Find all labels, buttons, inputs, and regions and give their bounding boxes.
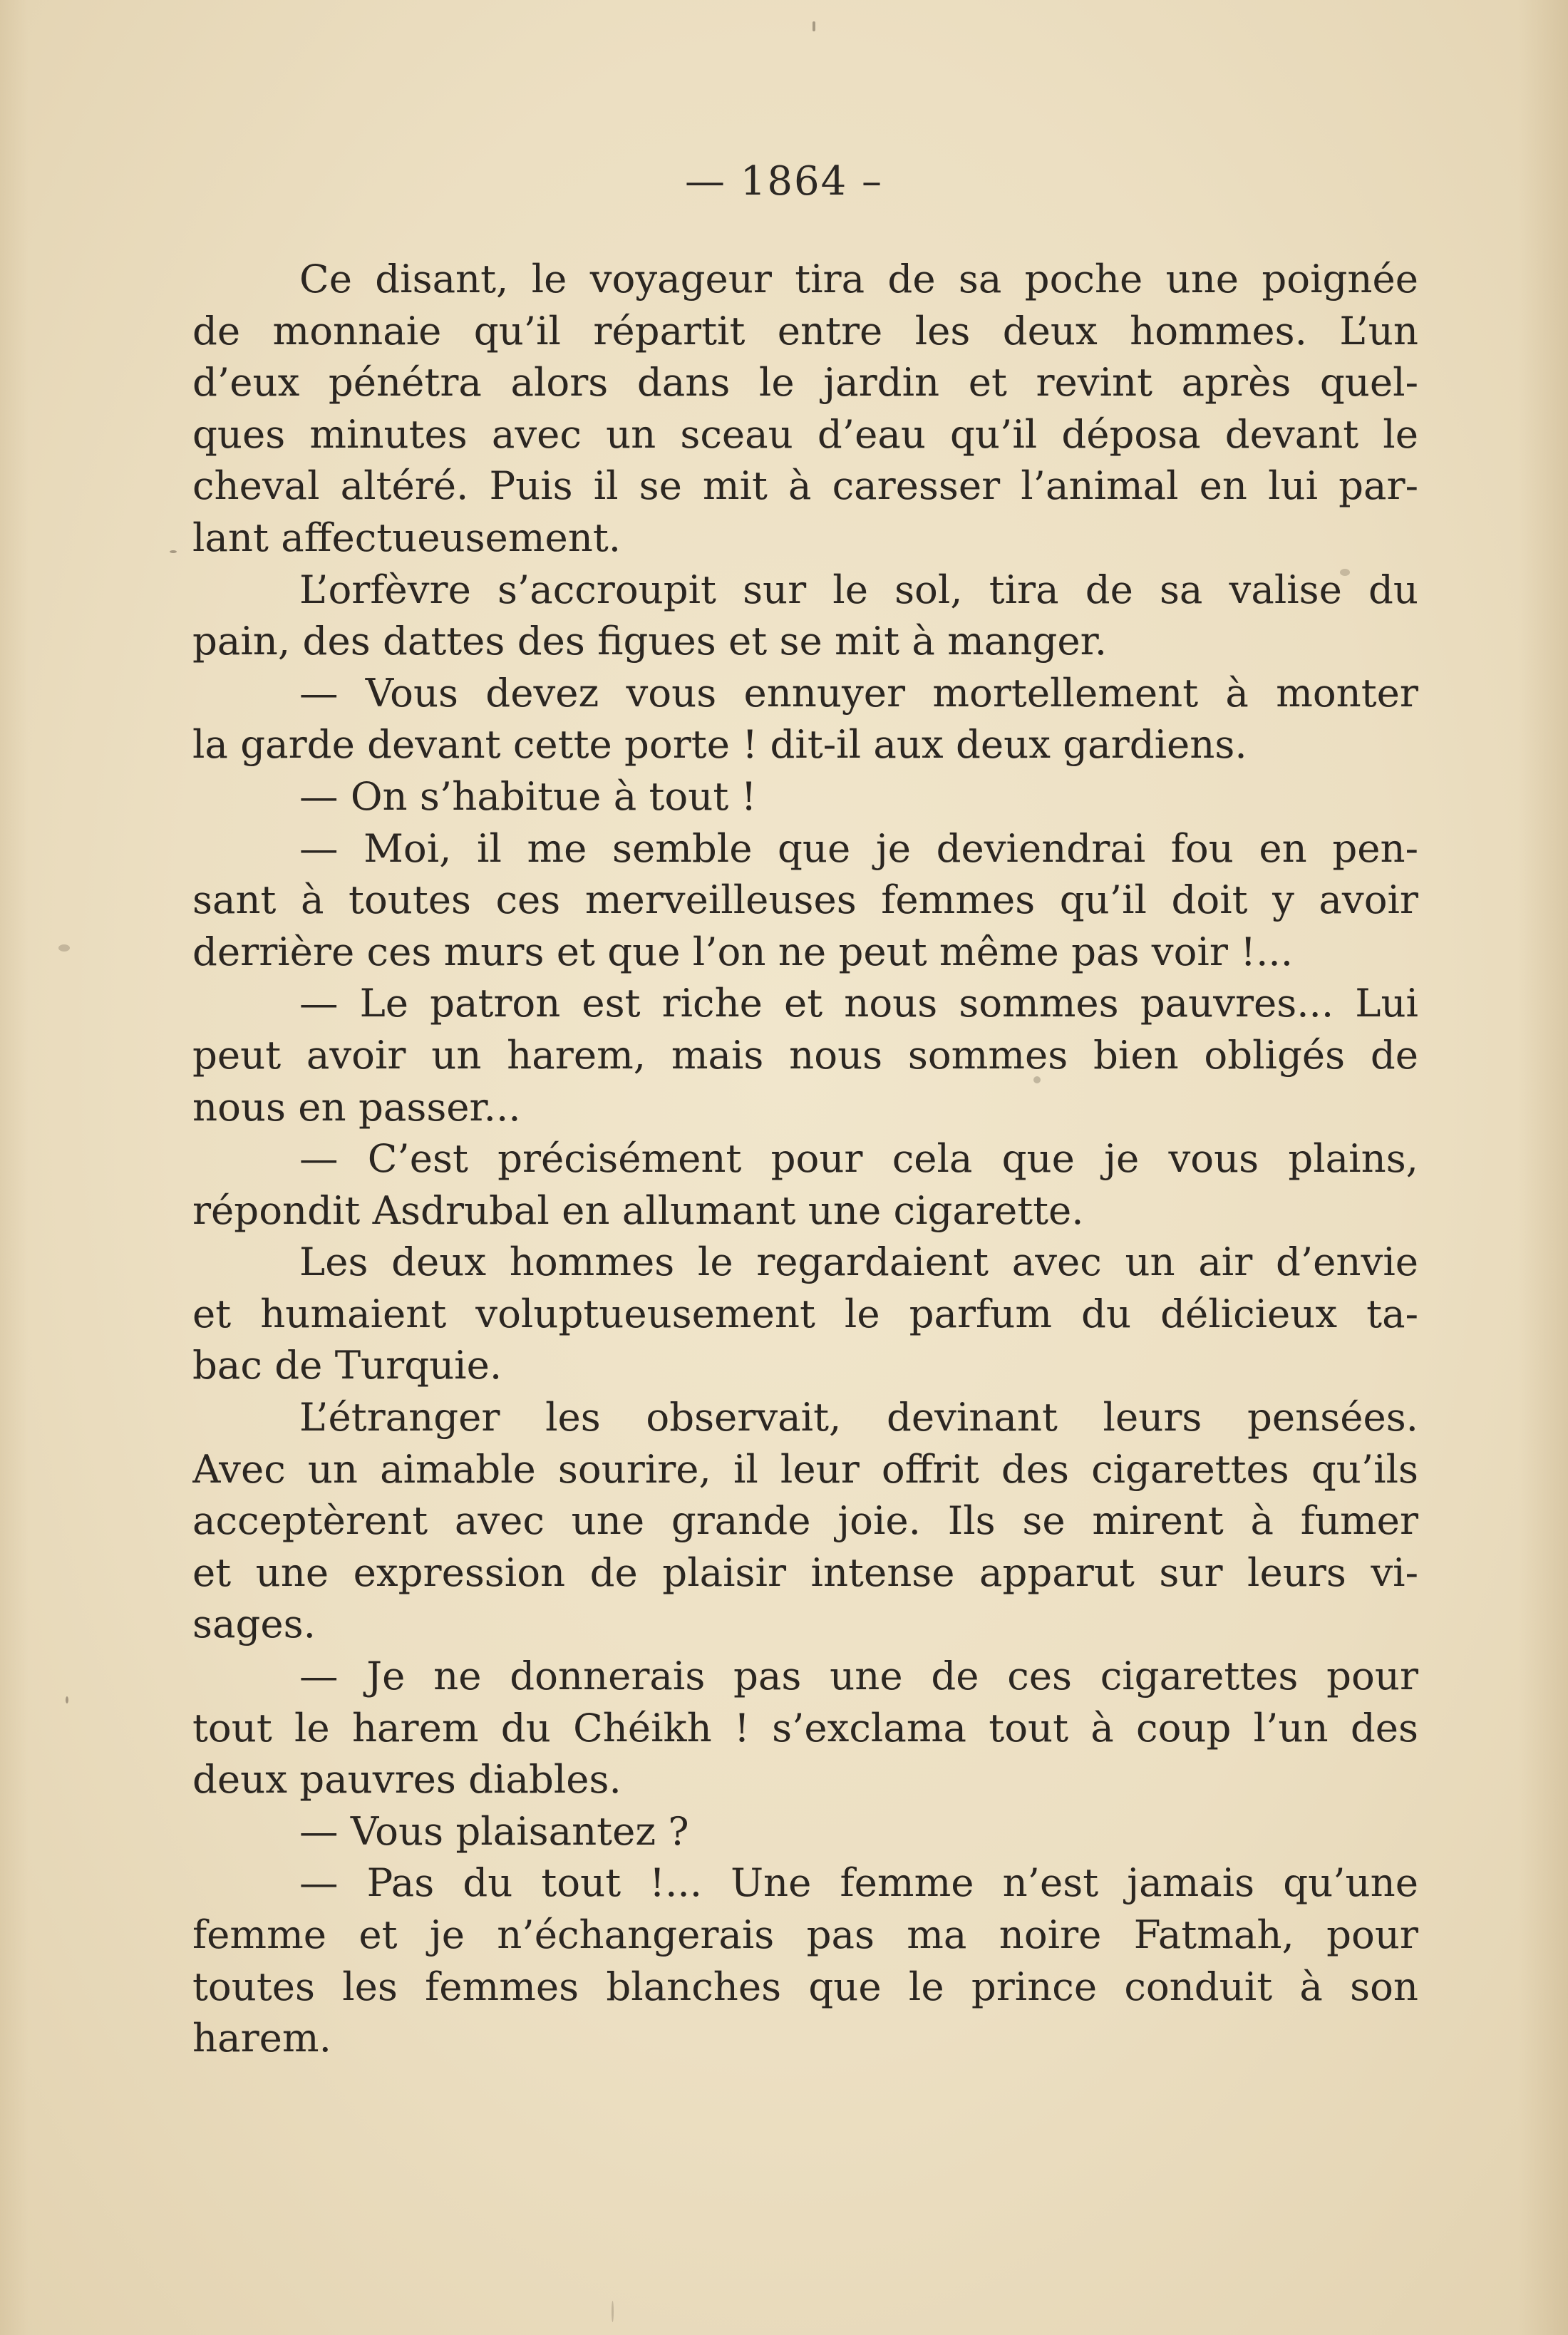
text-line: acceptèrent avec une grande joie. Ils se mirent à fumer [192, 1498, 1418, 1544]
paper-speck [58, 944, 70, 952]
text-line: L’étranger les observait, devinant leurs pensées. [299, 1394, 1418, 1440]
text-line: toutes les femmes blanches que le prince conduit à son [192, 1963, 1418, 2009]
text-line: de monnaie qu’il répartit entre les deux hommes. L’un [192, 307, 1418, 354]
paper-speck [66, 1696, 68, 1703]
text-line: sant à toutes ces merveilleuses femmes qu’il doit y avoir [192, 877, 1418, 923]
page-edge-shadow-right [1518, 0, 1568, 2335]
text-line: ques minutes avec un sceau d’eau qu’il déposa devant le [192, 411, 1418, 457]
text-line: lant affectueusement. [192, 514, 621, 560]
text-line: derrière ces murs et que l’on ne peut même pas voir !... [192, 928, 1294, 974]
text-line: peut avoir un harem, mais nous sommes bien obligés de [192, 1031, 1418, 1078]
text-line: la garde devant cette porte ! dit-il aux deux gardiens. [192, 721, 1247, 768]
text-line: et humaient voluptueusement le parfum du délicieux ta- [192, 1290, 1418, 1336]
text-line: cheval altéré. Puis il se mit à caresser l’animal en lui par- [192, 463, 1418, 509]
text-line: bac de Turquie. [192, 1342, 502, 1388]
paper-speck [813, 21, 815, 31]
text-line: — Je ne donnerais pas une de ces cigarettes pour [299, 1653, 1418, 1699]
text-line: pain, des dattes des figues et se mit à manger. [192, 618, 1108, 664]
text-line: — Pas du tout !... Une femme n’est jamais qu’une [299, 1860, 1418, 1906]
text-line: Ce disant, le voyageur tira de sa poche une poignée [299, 256, 1418, 301]
paper-speck [1340, 569, 1350, 576]
text-line: — Le patron est riche et nous sommes pauvres... Lui [299, 980, 1418, 1026]
text-line: deux pauvres diables. [192, 1756, 621, 1803]
text-line: nous en passer... [192, 1083, 521, 1130]
text-line: Avec un aimable sourire, il leur offrit des cigarettes qu’ils [192, 1445, 1418, 1492]
text-line: — C’est précisément pour cela que je vous plains, [299, 1135, 1418, 1182]
text-line: L’orfèvre s’accroupit sur le sol, tira de sa valise du [299, 566, 1418, 612]
body-text [192, 253, 1418, 2064]
text-line: — On s’habitue à tout ! [299, 773, 757, 819]
text-line: harem. [192, 2015, 331, 2061]
text-line: tout le harem du Chéikh ! s’exclama tout à coup l’un des [192, 1704, 1418, 1751]
page-edge-shadow-left [0, 0, 29, 2335]
paper-speck [170, 550, 177, 553]
text-line: — Vous devez vous ennuyer mortellement à monter [299, 669, 1418, 716]
text-line: — Moi, il me semble que je deviendrai fou en pen- [299, 825, 1418, 871]
paper-speck [1033, 1076, 1041, 1083]
text-line: répondit Asdrubal en allumant une cigarette. [192, 1187, 1084, 1233]
text-line: d’eux pénétra alors dans le jardin et revint après quel- [192, 359, 1418, 406]
text-line: Les deux hommes le regardaient avec un air d’envie [299, 1239, 1418, 1285]
page-number: — 1864 – [684, 158, 884, 205]
paper-speck [612, 2301, 614, 2322]
text-line: et une expression de plaisir intense apparut sur leurs vi- [192, 1549, 1418, 1595]
text-line: sages. [192, 1601, 316, 1647]
text-line: femme et je n’échangerais pas ma noire Fatmah, pour [192, 1912, 1418, 1957]
text-line: — Vous plaisantez ? [299, 1808, 689, 1854]
